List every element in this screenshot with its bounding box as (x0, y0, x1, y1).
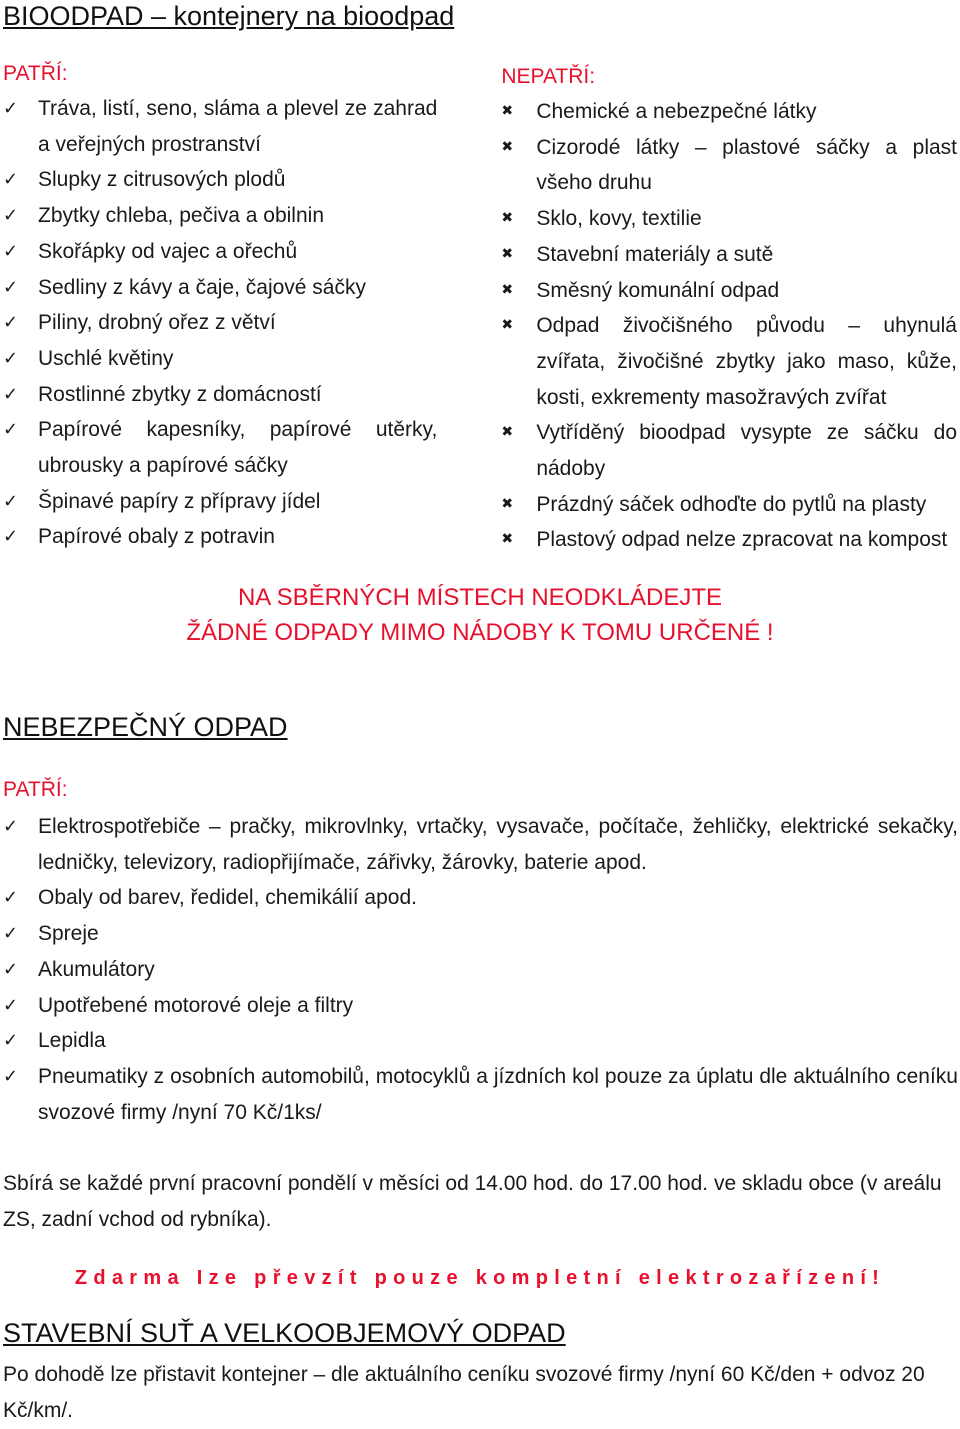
list-item-text: Pneumatiky z osobních automobilů, motocyklů a jízdních kol pouze za úplatu dle aktuálního ceníku svozové firmy /nyní 70 Kč/1ks/ (38, 1064, 958, 1124)
list-item (3, 234, 437, 270)
hazardous-title: NEBEZPEČNÝ ODPAD (3, 712, 288, 742)
hazardous-list (3, 809, 958, 1130)
nepatri-label: NEPATŘÍ: (501, 65, 596, 88)
list-item-text: Vytříděný bioodpad vysypte ze sáčku do nádoby (536, 421, 957, 481)
list-item-text: Skořápky od vajec a ořechů (38, 239, 298, 263)
list-item (501, 94, 957, 130)
warning-box (3, 580, 957, 650)
checkmark-icon: ✓ (3, 98, 19, 119)
list-item-text: Tráva, listí, seno, sláma a plevel ze zahrad a veřejných prostranství (38, 97, 438, 156)
cross-icon: ✖ (501, 281, 514, 298)
checkmark-icon: ✓ (3, 816, 19, 837)
list-item (3, 519, 437, 555)
checkmark-icon: ✓ (3, 347, 19, 369)
list-item (501, 237, 957, 273)
checkmark-icon: ✓ (3, 958, 19, 980)
list-item-text: Spreje (38, 922, 99, 946)
checkmark-icon: ✓ (3, 205, 19, 227)
construction-title: STAVEBNÍ SUŤ A VELKOOBJEMOVÝ ODPAD (3, 1318, 566, 1348)
warning-line-2: ŽÁDNÉ ODPADY MIMO NÁDOBY K TOMU URČENÉ ! (186, 619, 774, 646)
list-item (501, 308, 957, 415)
list-item (3, 162, 437, 198)
list-item (501, 415, 957, 486)
list-item (3, 952, 958, 988)
list-item (501, 487, 957, 523)
list-item (3, 1059, 958, 1130)
checkmark-icon: ✓ (3, 383, 19, 405)
checkmark-icon: ✓ (3, 923, 19, 945)
list-item-text: Plastový odpad nelze zpracovat na kompost (536, 528, 948, 552)
list-item-text: Uschlé květiny (38, 346, 174, 370)
cross-icon: ✖ (501, 245, 514, 262)
list-item-text: Elektrospotřebiče – pračky, mikrovlnky, vrtačky, vysavače, počítače, žehličky, elektrické sekačky, ledničky, televizory, radiopřijímače, zářivky, žárovky, baterie apod. (38, 815, 958, 874)
list-item (3, 880, 958, 916)
cross-icon: ✖ (501, 210, 514, 227)
checkmark-icon: ✓ (3, 169, 19, 191)
list-item (3, 305, 437, 341)
list-item (501, 273, 957, 309)
cross-icon: ✖ (501, 103, 514, 119)
list-item (3, 377, 437, 413)
list-item-text: Zbytky chleba, pečiva a obilnin (38, 204, 324, 228)
checkmark-icon: ✓ (3, 526, 19, 548)
collection-note: Sbírá se každé první pracovní pondělí v měsíci od 14.00 hod. do 17.00 hod. ve skladu obce (v areálu ZS, zadní vchod od rybníka). (3, 1172, 942, 1231)
list-item (3, 916, 958, 952)
list-item (501, 130, 957, 201)
cross-icon: ✖ (501, 317, 514, 334)
checkmark-icon: ✓ (3, 1065, 19, 1087)
cross-icon: ✖ (501, 424, 514, 441)
list-item-text: Piliny, drobný ořez z větví (38, 311, 276, 335)
list-item-text: Akumulátory (38, 957, 155, 981)
list-item (3, 91, 437, 162)
list-item-text: Stavební materiály a sutě (536, 242, 774, 266)
list-item (3, 988, 958, 1024)
checkmark-icon: ✓ (3, 490, 19, 512)
list-item (3, 270, 437, 306)
checkmark-icon: ✓ (3, 1030, 19, 1052)
list-item (3, 341, 437, 377)
free-electro-note: Zdarma Ize převzít pouze kompletní elektrozařízení! (74, 1267, 886, 1289)
patri-list (3, 91, 437, 555)
list-item-text: Papírové obaly z potravin (38, 525, 275, 549)
list-item-text: Směsný komunální odpad (536, 278, 780, 302)
bioodpad-columns (3, 57, 957, 558)
list-item-text: Slupky z citrusových plodů (38, 168, 286, 192)
list-item-text: Lepidla (38, 1029, 106, 1053)
construction-note: Po dohodě lze přistavit kontejner – dle aktuálního ceníku svozové firmy /nyní 60 Kč/den + odvoz 20 Kč/km/. (3, 1363, 925, 1422)
list-item-text: Sedliny z kávy a čaje, čajové sáčky (38, 275, 366, 299)
checkmark-icon: ✓ (3, 419, 19, 441)
list-item-text: Upotřebené motorové oleje a filtry (38, 993, 354, 1017)
checkmark-icon: ✓ (3, 276, 19, 298)
list-item-text: Prázdný sáček odhoďte do pytlů na plasty (536, 492, 927, 516)
list-item-text: Chemické a nebezpečné látky (536, 100, 817, 123)
list-item-text: Cizorodé látky – plastové sáčky a plast všeho druhu (536, 135, 957, 195)
nepatri-list (501, 94, 957, 558)
checkmark-icon: ✓ (3, 240, 19, 262)
list-item (3, 1023, 958, 1059)
list-item (501, 522, 957, 558)
list-item (501, 201, 957, 237)
patri-column (3, 57, 437, 558)
list-item (3, 484, 437, 520)
warning-line-1: NA SBĚRNÝCH MÍSTECH NEODKLÁDEJTE (237, 584, 723, 611)
list-item (3, 198, 437, 234)
list-item (3, 809, 958, 880)
checkmark-icon: ✓ (3, 887, 19, 909)
hazardous-patri-label: PATŘÍ: (3, 778, 68, 801)
list-item-text: Odpad živočišného původu – uhynulá zvířata, živočišné zbytky jako maso, kůže, kosti, exkrementy masožravých zvířat (536, 314, 957, 409)
nepatri-column (501, 57, 957, 558)
cross-icon: ✖ (501, 138, 514, 155)
cross-icon: ✖ (501, 495, 514, 512)
bioodpad-title: BIOODPAD – kontejnery na bioodpad (3, 1, 455, 31)
list-item (3, 412, 437, 483)
list-item-text: Sklo, kovy, textilie (536, 207, 702, 231)
checkmark-icon: ✓ (3, 312, 19, 334)
list-item-text: Obaly od barev, ředidel, chemikálií apod. (38, 886, 417, 910)
cross-icon: ✖ (501, 531, 514, 548)
list-item-text: Rostlinné zbytky z domácností (38, 382, 322, 406)
checkmark-icon: ✓ (3, 994, 19, 1016)
list-item-text: Špinavé papíry z přípravy jídel (38, 489, 321, 513)
list-item-text: Papírové kapesníky, papírové utěrky, ubrousky a papírové sáčky (38, 418, 438, 478)
patri-label: PATŘÍ: (3, 62, 68, 85)
